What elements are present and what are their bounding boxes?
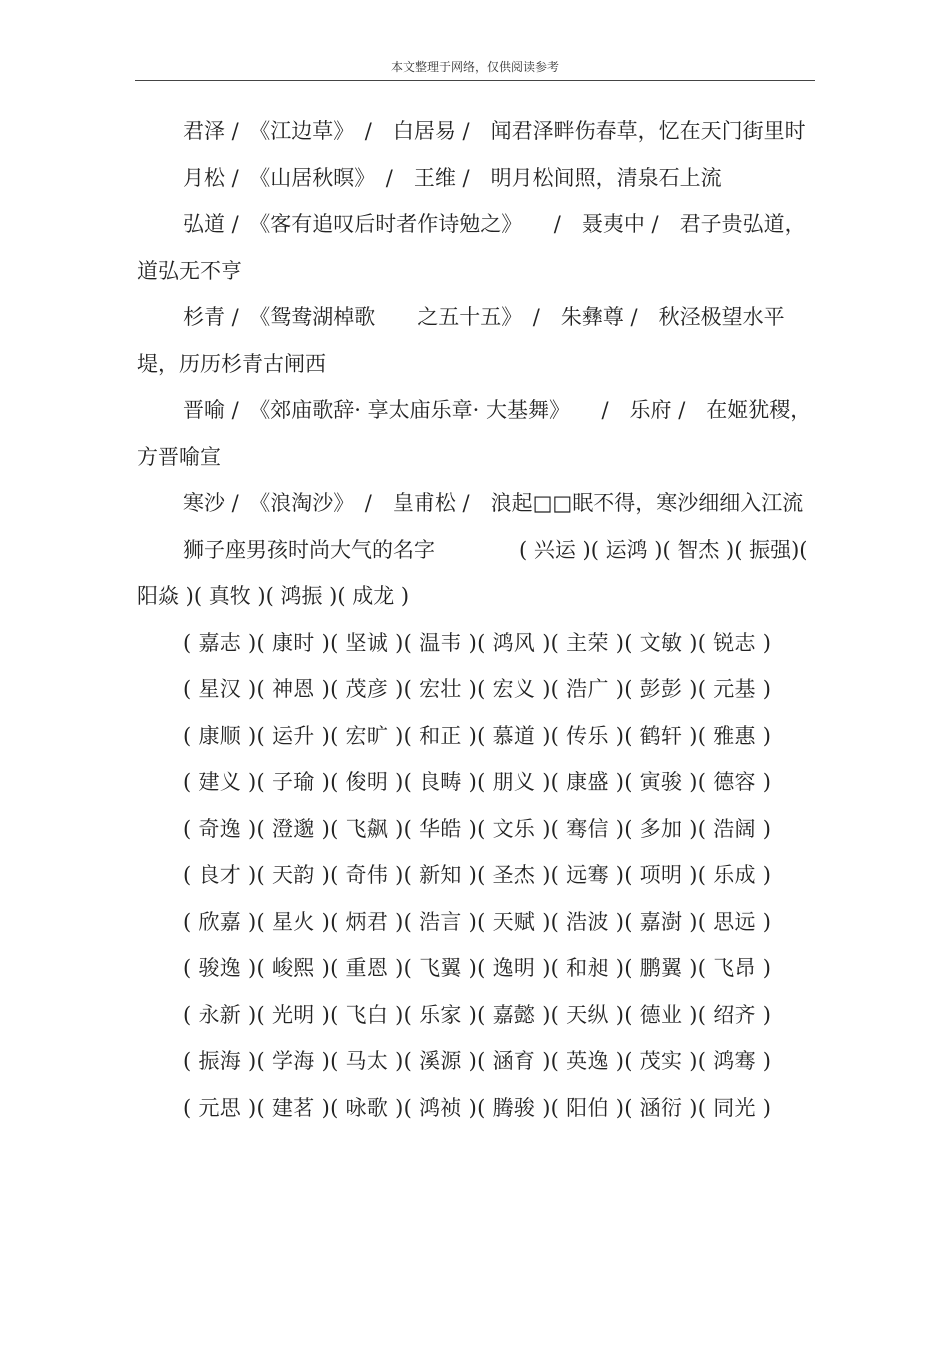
names-row: ( 建义 )( 子瑜 )( 俊明 )( 良畴 )( 朋义 )( 康盛 )( 寅骏 )( 德容 ) [183,770,772,794]
names-row: ( 奇逸 )( 澄邈 )( 飞飙 )( 华皓 )( 文乐 )( 骞信 )( 多加 )( 浩阔 ) [183,816,772,841]
names-row: ( 星汉 )( 神恩 )( 茂彦 )( 宏壮 )( 宏义 )( 浩广 )( 彭彭 )( 元基 ) [183,677,772,701]
names-row: ( 嘉志 )( 康时 )( 坚诚 )( 温韦 )( 鸿风 )( 主荣 )( 文敏 )( 锐志 ) [183,630,772,655]
paragraph-junze: 君泽 / 《江边草》 / 白居易 / 闻君泽畔伤春草，忆在天门街里时 [183,119,806,143]
names-row: ( 康顺 )( 运升 )( 宏旷 )( 和正 )( 慕道 )( 传乐 )( 鹤轩 )( 雅惠 ) [183,723,772,748]
names-row: ( 永新 )( 光明 )( 飞白 )( 乐家 )( 嘉懿 )( 天纵 )( 德业 )( 绍齐 ) [183,1002,772,1027]
page-header: 本文整理于网络，仅供阅读参考 [390,60,559,74]
paragraph-jinyu: 晋喻 / 《郊庙歌辞· 享太庙乐章· 大基舞》 / 乐府 / 在姬犹稷，方晋喻宣 [137,398,812,469]
paragraph-yuesong: 月松 / 《山居秋暝》 / 王维 / 明月松间照，清泉石上流 [183,165,722,190]
names-row: ( 振海 )( 学海 )( 马太 )( 溪源 )( 涵育 )( 英逸 )( 茂实 )( 鸿骞 ) [183,1049,772,1073]
names-row: ( 良才 )( 天韵 )( 奇伟 )( 新知 )( 圣杰 )( 远骞 )( 项明 )( 乐成 ) [183,863,772,887]
header-divider [135,80,815,81]
names-row: ( 骏逸 )( 峻熙 )( 重恩 )( 飞翼 )( 逸明 )( 和昶 )( 鹏翼 )( 飞昂 ) [183,956,772,980]
names-row: ( 欣嘉 )( 星火 )( 炳君 )( 浩言 )( 天赋 )( 浩波 )( 嘉澍 )( 思远 ) [183,909,772,934]
paragraph-hongdao: 弘道 / 《客有追叹后时者作诗勉之》 / 聂夷中 / 君子贵弘道，道弘无不亨 [137,212,806,283]
document-body [137,108,817,1131]
names-row: ( 元思 )( 建茗 )( 咏歌 )( 鸿祯 )( 腾骏 )( 阳伯 )( 涵衍 )( 同光 ) [183,1095,772,1120]
paragraph-hansha: 寒沙 / 《浪淘沙》 / 皇甫松 / 浪起□□眠不得，寒沙细细入江流 [183,491,804,515]
paragraph-names-intro: 狮子座男孩时尚大气的名字 ( 兴运 )( 运鸿 )( 智杰 )( 振强)( 阳焱 )( 真牧 )( 鸿振 )( 成龙 ) [137,537,808,608]
paragraph-shanqing: 杉青 / 《鸳鸯湖棹歌 之五十五》 / 朱彝尊 / 秋泾极望水平堤，历历杉青古闸西 [137,305,785,376]
